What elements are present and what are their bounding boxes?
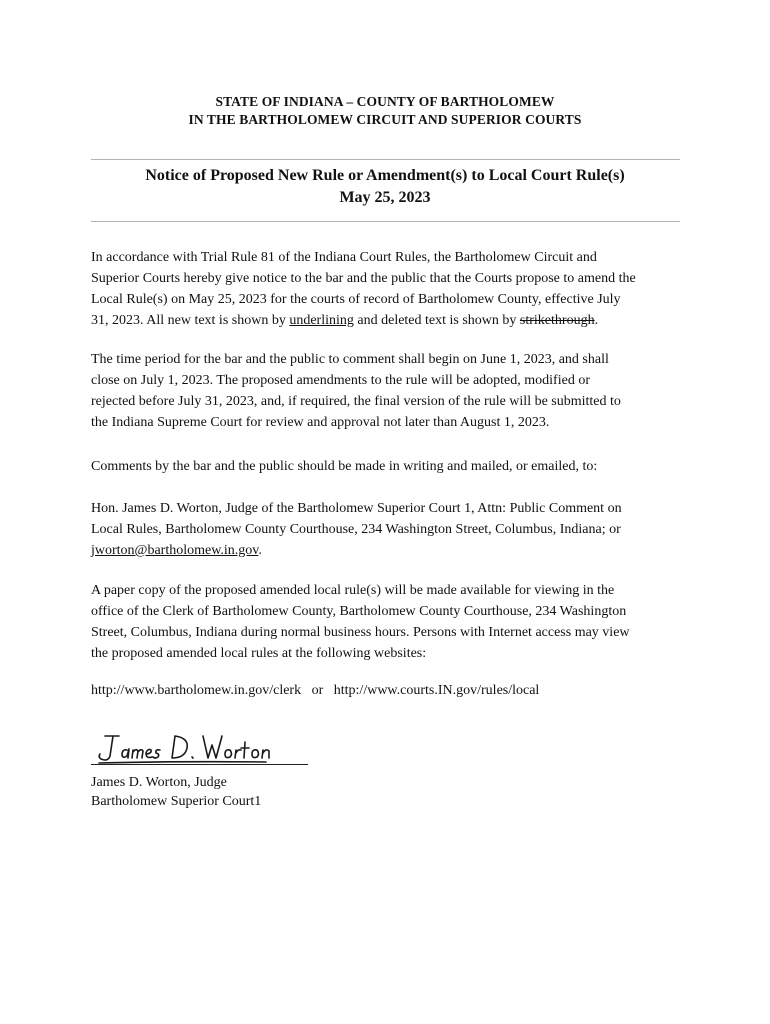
paragraph-line: Local Rules, Bartholomew County Courthouse, 234 Washington Street, Columbus, Indiana; or bbox=[91, 522, 621, 537]
paragraph-line: Comments by the bar and the public should be made in writing and mailed, or emailed, to: bbox=[91, 459, 598, 474]
paragraph-line: Local Rule(s) on May 25, 2023 for the courts of record of Bartholomew County, effective July bbox=[91, 292, 621, 307]
clerk-website-link[interactable]: http://www.bartholomew.in.gov/clerk bbox=[91, 683, 302, 698]
signature-line bbox=[91, 764, 308, 765]
notice-title bbox=[0, 165, 770, 209]
paragraph-trial-rule bbox=[91, 247, 691, 331]
paragraph-line: close on July 1, 2023. The proposed amendments to the rule will be adopted, modified or bbox=[91, 373, 590, 388]
paragraph-line: rejected before July 31, 2023, and, if required, the final version of the rule will be submitted to bbox=[91, 394, 621, 409]
title-top-divider bbox=[91, 159, 680, 160]
signer-name: James D. Worton, Judge bbox=[91, 775, 227, 790]
rules-website-link[interactable]: http://www.courts.IN.gov/rules/local bbox=[333, 683, 540, 698]
paragraph-line: Superior Courts hereby give notice to the bar and the public that the Courts propose to amend the bbox=[91, 271, 636, 286]
paragraph-line: Hon. James D. Worton, Judge of the Bartholomew Superior Court 1, Attn: Public Comment on bbox=[91, 501, 622, 516]
title-bottom-divider bbox=[91, 221, 680, 222]
paragraph-line bbox=[91, 540, 691, 561]
header-state-county: STATE OF INDIANA – COUNTY OF BARTHOLOMEW bbox=[215, 94, 555, 109]
text-segment: . bbox=[594, 313, 599, 328]
email-link[interactable]: jworton@bartholomew.in.gov bbox=[91, 543, 259, 558]
strikethrough-example: strikethrough bbox=[519, 313, 595, 328]
signer-block bbox=[91, 773, 261, 811]
paragraph-contact-address bbox=[91, 498, 691, 561]
text-segment: 31, 2023. All new text is shown by bbox=[91, 313, 290, 328]
paragraph-line: office of the Clerk of Bartholomew County, Bartholomew County Courthouse, 234 Washington bbox=[91, 604, 627, 619]
paragraph-comment-period bbox=[91, 349, 691, 433]
paragraph-line: the proposed amended local rules at the following websites: bbox=[91, 646, 427, 661]
paragraph-line bbox=[91, 310, 691, 331]
paragraph-line: A paper copy of the proposed amended local rule(s) will be made available for viewing in the bbox=[91, 583, 615, 598]
handwritten-signature bbox=[91, 730, 311, 766]
text-segment: . bbox=[258, 543, 262, 558]
underlining-example: underlining bbox=[289, 313, 354, 328]
signer-court: Bartholomew Superior Court1 bbox=[91, 794, 262, 809]
paragraph-line: Street, Columbus, Indiana during normal business hours. Persons with Internet access may view bbox=[91, 625, 630, 640]
notice-date: May 25, 2023 bbox=[339, 189, 431, 206]
document-header bbox=[0, 93, 770, 129]
websites-line bbox=[91, 680, 691, 701]
paragraph-line: The time period for the bar and the public to comment shall begin on June 1, 2023, and shall bbox=[91, 352, 609, 367]
paragraph-line: In accordance with Trial Rule 81 of the Indiana Court Rules, the Bartholomew Circuit and bbox=[91, 250, 597, 265]
paragraph-comments-instructions bbox=[91, 456, 691, 477]
websites-separator: or bbox=[311, 683, 324, 698]
signature-graphic bbox=[91, 730, 311, 766]
notice-title-text: Notice of Proposed New Rule or Amendment(s) to Local Court Rule(s) bbox=[145, 167, 625, 184]
paragraph-line: the Indiana Supreme Court for review and approval not later than August 1, 2023. bbox=[91, 415, 550, 430]
text-segment: and deleted text is shown by bbox=[353, 313, 520, 328]
header-court-name: IN THE BARTHOLOMEW CIRCUIT AND SUPERIOR COURTS bbox=[188, 112, 582, 127]
paragraph-paper-copy bbox=[91, 580, 691, 664]
